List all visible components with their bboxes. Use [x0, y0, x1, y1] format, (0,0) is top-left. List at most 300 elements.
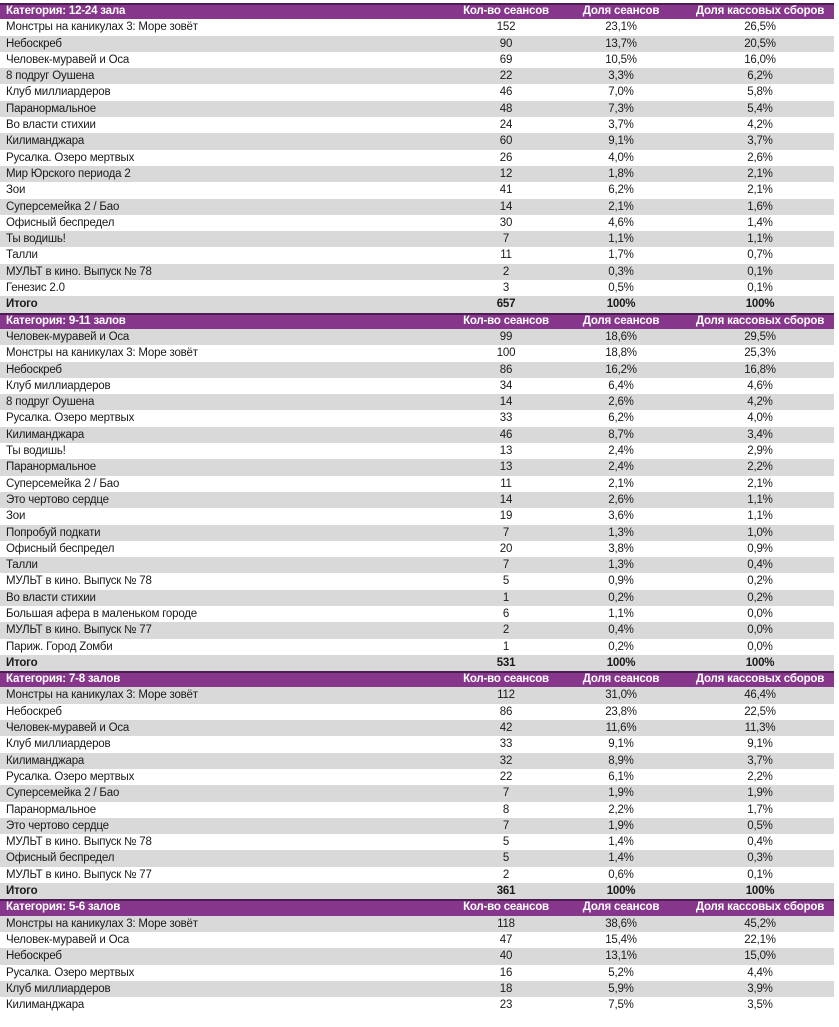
film-row [0, 362, 834, 378]
film-title: Мир Юрского периода 2 [0, 166, 456, 182]
sessions-share-value: 9,1% [608, 738, 634, 751]
sessions-count-value: 99 [456, 329, 556, 345]
sessions-share-value: 2,4% [556, 459, 686, 475]
boxoffice-share-value: 22,5% [744, 705, 776, 718]
film-title: Русалка. Озеро мертвых [6, 412, 135, 425]
sessions-count-value: 112 [456, 687, 556, 703]
cinema-report-table-body [0, 3, 834, 1013]
sessions-share-value: 2,4% [608, 445, 634, 458]
film-title: Небоскреб [0, 362, 456, 378]
sessions-share-value: 1,9% [556, 785, 686, 801]
sessions-count-value: 33 [499, 412, 513, 425]
sessions-share-value: 3,3% [556, 68, 686, 84]
film-title: Клуб миллиардеров [6, 86, 111, 99]
boxoffice-share-value: 1,4% [747, 216, 773, 229]
film-title: Во власти стихии [0, 590, 456, 606]
sessions-share-value: 13,7% [556, 36, 686, 52]
sessions-count-value: 7 [456, 785, 556, 801]
boxoffice-share-value: 1,1% [686, 492, 834, 508]
sessions-share-value: 15,4% [605, 933, 637, 946]
film-title: Человек-муравей и Оса [0, 329, 456, 345]
boxoffice-share-value: 3,9% [686, 981, 834, 997]
film-row [0, 166, 834, 182]
boxoffice-share-value: 1,6% [686, 199, 834, 215]
sessions-share-value: 0,9% [608, 575, 634, 588]
sessions-count-value: 24 [499, 119, 513, 132]
film-row [0, 802, 834, 818]
sessions-count-value: 86 [499, 705, 513, 718]
sessions-count-value: 13 [499, 445, 513, 458]
film-title: Паранормальное [0, 459, 456, 475]
film-title: Зои [6, 510, 26, 523]
sessions-share-value: 3,7% [608, 119, 634, 132]
film-row [0, 508, 834, 524]
total-label: Итого [0, 655, 456, 671]
film-row [0, 247, 834, 263]
sessions-share-value: 100% [556, 883, 686, 899]
film-row [0, 459, 834, 475]
boxoffice-share-value: 45,2% [686, 916, 834, 932]
boxoffice-share-value: 1,1% [686, 231, 834, 247]
film-title: Ты водишь! [0, 231, 456, 247]
sessions-count-value: 86 [456, 362, 556, 378]
sessions-share-value: 1,4% [608, 836, 634, 849]
film-row [0, 557, 834, 573]
boxoffice-share-value: 2,1% [747, 477, 773, 490]
sessions-count-value: 2 [502, 868, 510, 881]
film-title: Русалка. Озеро мертвых [6, 770, 135, 783]
film-row [0, 736, 834, 752]
boxoffice-share-value: 0,1% [747, 868, 773, 881]
sessions-count-value: 1 [456, 590, 556, 606]
film-row [0, 215, 834, 231]
film-row [0, 117, 834, 133]
boxoffice-share-value: 16,0% [744, 53, 776, 66]
film-title: МУЛЬТ в кино. Выпуск № 78 [6, 836, 152, 849]
sessions-share-value: 0,2% [608, 640, 634, 653]
sessions-share-value: 0,2% [556, 590, 686, 606]
section-header-row [0, 3, 834, 19]
sessions-count-value: 2 [456, 264, 556, 280]
sessions-share-value: 5,2% [608, 966, 634, 979]
film-row [0, 84, 834, 100]
film-title: Небоскреб [0, 36, 456, 52]
sessions-count-value: 32 [456, 753, 556, 769]
section-header-row [0, 313, 834, 329]
film-title: МУЛЬТ в кино. Выпуск № 78 [6, 575, 152, 588]
film-row [0, 573, 834, 589]
sessions-share-value: 18,6% [556, 329, 686, 345]
boxoffice-share-value: 1,9% [686, 785, 834, 801]
sessions-share-value: 2,1% [556, 199, 686, 215]
film-row [0, 410, 834, 426]
sessions-share-value: 38,6% [556, 916, 686, 932]
film-row [0, 850, 834, 866]
sessions-count-value: 42 [456, 720, 556, 736]
column-header-boxoffice-share: Доля кассовых сборов [686, 3, 834, 19]
boxoffice-share-value: 4,4% [747, 966, 773, 979]
film-title: Монстры на каникулах 3: Море зовёт [0, 687, 456, 703]
film-title: Во власти стихии [6, 119, 96, 132]
sessions-count-value: 23 [499, 999, 513, 1012]
film-row [0, 133, 834, 149]
boxoffice-share-value: 0,9% [747, 542, 773, 555]
boxoffice-share-value: 29,5% [686, 329, 834, 345]
boxoffice-share-value: 2,6% [747, 151, 773, 164]
film-title: Попробуй подкати [0, 525, 456, 541]
sessions-share-value: 1,1% [608, 607, 634, 620]
sessions-share-value: 8,7% [556, 427, 686, 443]
sessions-share-value: 7,3% [556, 101, 686, 117]
film-title: МУЛЬТ в кино. Выпуск № 77 [0, 622, 456, 638]
boxoffice-share-value: 1,0% [686, 525, 834, 541]
film-title: Офисный беспредел [6, 216, 115, 229]
film-row [0, 378, 834, 394]
sessions-count-value: 5 [502, 575, 510, 588]
sessions-count-value: 3 [502, 282, 510, 295]
section-category-label: Категория: 7-8 залов [0, 671, 456, 687]
film-title: Париж. Город Zомби [6, 640, 113, 653]
film-row [0, 981, 834, 997]
film-title: Паранормальное [6, 803, 96, 816]
boxoffice-share-value: 100% [686, 296, 834, 312]
sessions-share-value: 13,1% [556, 948, 686, 964]
film-title: Зои [6, 184, 26, 197]
sessions-share-value: 2,6% [556, 394, 686, 410]
sessions-count-value: 100 [496, 347, 516, 360]
sessions-share-value: 4,0% [608, 151, 634, 164]
film-row [0, 150, 834, 166]
sessions-count-value: 18 [456, 981, 556, 997]
sessions-share-value: 6,1% [608, 770, 634, 783]
sessions-share-value: 1,9% [556, 818, 686, 834]
sessions-share-value: 6,4% [608, 379, 634, 392]
boxoffice-share-value: 5,8% [747, 86, 773, 99]
column-header-boxoffice-share: Доля кассовых сборов [686, 671, 834, 687]
film-title: Суперсемейка 2 / Бао [0, 199, 456, 215]
film-title: Килиманджара [6, 999, 85, 1012]
boxoffice-share-value: 0,4% [686, 557, 834, 573]
sessions-count-value: 90 [456, 36, 556, 52]
total-label: Итого [0, 883, 456, 899]
boxoffice-share-value: 0,0% [747, 640, 773, 653]
sessions-share-value: 9,1% [556, 133, 686, 149]
boxoffice-share-value: 3,4% [686, 427, 834, 443]
film-title: Талли [0, 557, 456, 573]
sessions-share-value: 3,8% [608, 542, 634, 555]
sessions-count-value: 7 [456, 525, 556, 541]
film-title: Офисный беспредел [0, 850, 456, 866]
column-header-sessions-share: Доля сеансов [556, 899, 686, 915]
sessions-share-value: 11,6% [556, 720, 686, 736]
sessions-share-value: 1,1% [556, 231, 686, 247]
boxoffice-share-value: 0,1% [747, 282, 773, 295]
boxoffice-share-value: 16,8% [686, 362, 834, 378]
film-title: Клуб миллиардеров [6, 738, 111, 751]
column-header-sessions-count: Кол-во сеансов [456, 671, 556, 687]
film-row [0, 720, 834, 736]
film-title: Офисный беспредел [6, 542, 115, 555]
boxoffice-share-value: 4,0% [747, 412, 773, 425]
sessions-count-value: 5 [456, 850, 556, 866]
sessions-share-value: 8,9% [556, 753, 686, 769]
sessions-count-value: 531 [456, 655, 556, 671]
sessions-count-value: 2 [456, 622, 556, 638]
boxoffice-share-value: 25,3% [744, 347, 776, 360]
sessions-count-value: 20 [499, 542, 513, 555]
sessions-count-value: 46 [499, 86, 513, 99]
boxoffice-share-value: 0,2% [686, 590, 834, 606]
boxoffice-share-value: 2,2% [686, 459, 834, 475]
sessions-count-value: 47 [499, 933, 513, 946]
sessions-share-value: 1,7% [608, 249, 634, 262]
film-title: Клуб миллиардеров [0, 981, 456, 997]
film-title: Человек-муравей и Оса [0, 720, 456, 736]
film-row [0, 965, 834, 981]
film-row [0, 818, 834, 834]
sessions-share-value: 6,2% [608, 412, 634, 425]
film-row [0, 329, 834, 345]
film-row [0, 639, 834, 655]
sessions-share-value: 23,8% [605, 705, 637, 718]
boxoffice-share-value: 3,7% [686, 133, 834, 149]
sessions-count-value: 11 [500, 477, 512, 490]
sessions-count-value: 34 [499, 379, 513, 392]
sessions-count-value: 60 [456, 133, 556, 149]
film-row [0, 622, 834, 638]
section-header-row [0, 899, 834, 915]
boxoffice-share-value: 20,5% [686, 36, 834, 52]
film-title: Суперсемейка 2 / Бао [6, 477, 120, 490]
boxoffice-share-value: 0,1% [686, 264, 834, 280]
film-row [0, 182, 834, 198]
film-row [0, 199, 834, 215]
sessions-share-value: 7,0% [608, 86, 634, 99]
film-row [0, 345, 834, 361]
sessions-count-value: 26 [499, 151, 513, 164]
boxoffice-share-value: 4,6% [747, 379, 773, 392]
film-row [0, 704, 834, 720]
film-title: Небоскреб [0, 948, 456, 964]
total-row [0, 883, 834, 899]
film-title: Паранормальное [0, 101, 456, 117]
sessions-count-value: 152 [496, 21, 516, 34]
film-title: Русалка. Озеро мертвых [6, 151, 135, 164]
sessions-count-value: 16 [499, 966, 513, 979]
sessions-count-value: 361 [456, 883, 556, 899]
sessions-share-value: 4,6% [608, 216, 634, 229]
film-title: МУЛЬТ в кино. Выпуск № 77 [6, 868, 152, 881]
film-row [0, 476, 834, 492]
sessions-share-value: 10,5% [605, 53, 637, 66]
boxoffice-share-value: 0,2% [747, 575, 773, 588]
sessions-count-value: 69 [499, 53, 513, 66]
sessions-count-value: 14 [456, 492, 556, 508]
film-row [0, 867, 834, 883]
film-row [0, 427, 834, 443]
sessions-count-value: 12 [456, 166, 556, 182]
boxoffice-share-value: 100% [686, 883, 834, 899]
film-row [0, 52, 834, 68]
film-row [0, 606, 834, 622]
boxoffice-share-value: 2,2% [747, 770, 773, 783]
boxoffice-share-value: 0,3% [686, 850, 834, 866]
boxoffice-share-value: 4,2% [686, 394, 834, 410]
boxoffice-share-value: 1,1% [747, 510, 773, 523]
sessions-count-value: 7 [456, 818, 556, 834]
film-title: Человек-муравей и Оса [6, 53, 130, 66]
sessions-share-value: 1,8% [556, 166, 686, 182]
boxoffice-share-value: 0,0% [747, 607, 773, 620]
film-title: Талли [6, 249, 38, 262]
boxoffice-share-value: 11,3% [686, 720, 834, 736]
total-row [0, 296, 834, 312]
sessions-share-value: 2,2% [608, 803, 634, 816]
film-title: Клуб миллиардеров [6, 379, 111, 392]
sessions-share-value: 0,5% [608, 282, 634, 295]
boxoffice-share-value: 46,4% [686, 687, 834, 703]
film-row [0, 932, 834, 948]
sessions-count-value: 7 [456, 231, 556, 247]
sessions-count-value: 8 [502, 803, 510, 816]
film-title: Русалка. Озеро мертвых [6, 966, 135, 979]
sessions-share-value: 6,2% [608, 184, 634, 197]
film-title: Монстры на каникулах 3: Море зовёт [6, 21, 198, 34]
boxoffice-share-value: 2,9% [747, 445, 773, 458]
film-row [0, 443, 834, 459]
sessions-count-value: 6 [502, 607, 510, 620]
column-header-sessions-count: Кол-во сеансов [456, 3, 556, 19]
boxoffice-share-value: 4,2% [747, 119, 773, 132]
film-title: Большая афера в маленьком городе [6, 607, 197, 620]
boxoffice-share-value: 22,1% [744, 933, 776, 946]
sessions-share-value: 16,2% [556, 362, 686, 378]
sessions-share-value: 7,5% [608, 999, 634, 1012]
boxoffice-share-value: 100% [686, 655, 834, 671]
sessions-count-value: 46 [456, 427, 556, 443]
film-row [0, 280, 834, 296]
film-row [0, 997, 834, 1013]
film-title: Суперсемейка 2 / Бао [0, 785, 456, 801]
sessions-count-value: 22 [499, 770, 513, 783]
section-header-row [0, 671, 834, 687]
sessions-share-value: 0,3% [556, 264, 686, 280]
boxoffice-share-value: 0,7% [747, 249, 773, 262]
section-category-label: Категория: 12-24 зала [0, 3, 456, 19]
boxoffice-share-value: 1,7% [747, 803, 773, 816]
sessions-count-value: 48 [456, 101, 556, 117]
film-row [0, 264, 834, 280]
film-row [0, 541, 834, 557]
boxoffice-share-value: 0,0% [686, 622, 834, 638]
sessions-share-value: 31,0% [556, 687, 686, 703]
film-title: Килиманджара [0, 427, 456, 443]
film-row [0, 492, 834, 508]
sessions-share-value: 0,4% [556, 622, 686, 638]
sessions-count-value: 7 [456, 557, 556, 573]
section-category-label: Категория: 5-6 залов [0, 899, 456, 915]
sessions-count-value: 118 [456, 916, 556, 932]
sessions-count-value: 22 [456, 68, 556, 84]
boxoffice-share-value: 15,0% [686, 948, 834, 964]
film-title: Монстры на каникулах 3: Море зовёт [6, 347, 198, 360]
boxoffice-share-value: 26,5% [744, 21, 776, 34]
sessions-share-value: 1,4% [556, 850, 686, 866]
sessions-count-value: 657 [456, 296, 556, 312]
sessions-share-value: 2,6% [556, 492, 686, 508]
column-header-sessions-share: Доля сеансов [556, 3, 686, 19]
boxoffice-share-value: 3,5% [747, 999, 773, 1012]
sessions-count-value: 14 [456, 394, 556, 410]
sessions-share-value: 100% [556, 655, 686, 671]
sessions-count-value: 19 [499, 510, 513, 523]
film-title: Это чертово сердце [0, 818, 456, 834]
film-row [0, 394, 834, 410]
sessions-count-value: 1 [502, 640, 510, 653]
sessions-count-value: 5 [502, 836, 510, 849]
column-header-sessions-share: Доля сеансов [556, 671, 686, 687]
sessions-share-value: 23,1% [605, 21, 637, 34]
sessions-count-value: 14 [456, 199, 556, 215]
sessions-count-value: 13 [456, 459, 556, 475]
sessions-share-value: 5,9% [556, 981, 686, 997]
film-title: 8 подруг Оушена [0, 394, 456, 410]
film-row [0, 68, 834, 84]
film-row [0, 231, 834, 247]
boxoffice-share-value: 2,1% [747, 184, 773, 197]
cinema-report-table [0, 3, 834, 1013]
sessions-count-value: 41 [499, 184, 513, 197]
film-row [0, 525, 834, 541]
film-row [0, 753, 834, 769]
sessions-count-value: 11 [500, 249, 512, 262]
film-title: Человек-муравей и Оса [6, 933, 130, 946]
section-category-label: Категория: 9-11 залов [0, 313, 456, 329]
sessions-count-value: 30 [499, 216, 513, 229]
film-title: Ты водишь! [6, 445, 66, 458]
column-header-sessions-count: Кол-во сеансов [456, 313, 556, 329]
column-header-sessions-count: Кол-во сеансов [456, 899, 556, 915]
film-row [0, 948, 834, 964]
boxoffice-share-value: 5,4% [686, 101, 834, 117]
sessions-count-value: 33 [499, 738, 513, 751]
sessions-share-value: 2,1% [608, 477, 634, 490]
film-title: Небоскреб [6, 705, 62, 718]
boxoffice-share-value: 9,1% [747, 738, 773, 751]
film-row [0, 834, 834, 850]
sessions-share-value: 0,6% [608, 868, 634, 881]
boxoffice-share-value: 2,1% [686, 166, 834, 182]
column-header-boxoffice-share: Доля кассовых сборов [686, 313, 834, 329]
film-row [0, 769, 834, 785]
film-row [0, 590, 834, 606]
film-title: МУЛЬТ в кино. Выпуск № 78 [0, 264, 456, 280]
sessions-share-value: 18,8% [605, 347, 637, 360]
boxoffice-share-value: 6,2% [686, 68, 834, 84]
boxoffice-share-value: 0,4% [747, 836, 773, 849]
boxoffice-share-value: 3,7% [686, 753, 834, 769]
column-header-sessions-share: Доля сеансов [556, 313, 686, 329]
sessions-share-value: 1,3% [556, 557, 686, 573]
column-header-boxoffice-share: Доля кассовых сборов [686, 899, 834, 915]
film-row [0, 36, 834, 52]
film-title: 8 подруг Оушена [0, 68, 456, 84]
film-row [0, 101, 834, 117]
sessions-count-value: 40 [456, 948, 556, 964]
film-title: Килиманджара [0, 753, 456, 769]
film-row [0, 19, 834, 35]
sessions-share-value: 1,3% [556, 525, 686, 541]
